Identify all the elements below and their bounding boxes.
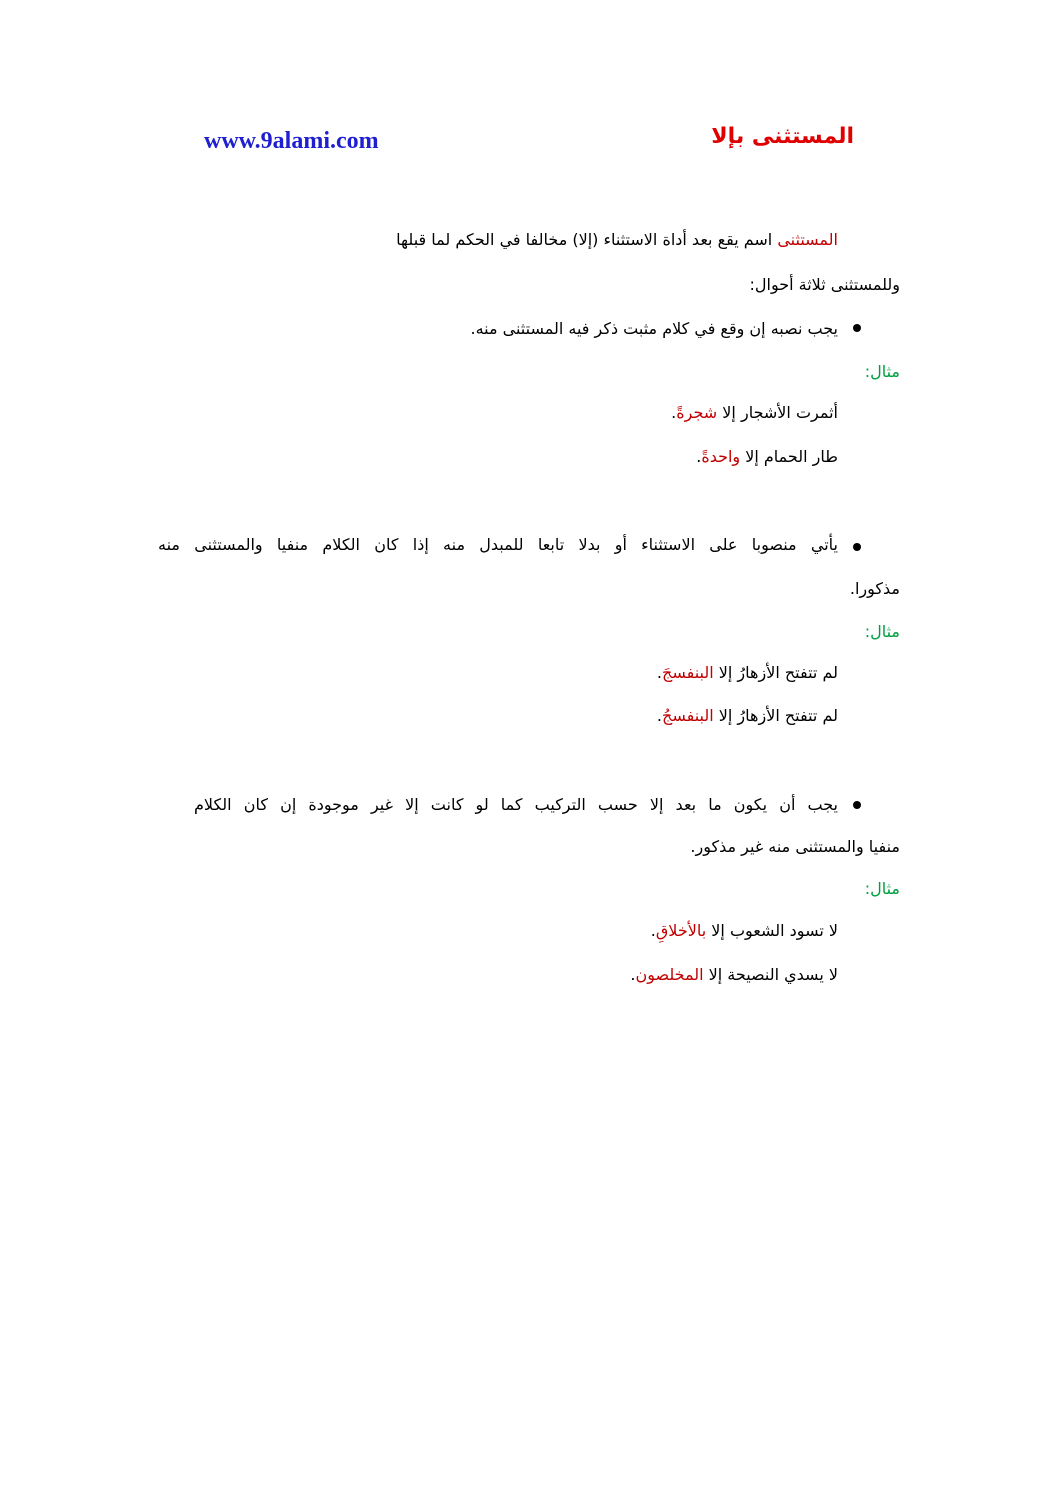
example-highlight: شجرةً xyxy=(676,403,718,422)
example-highlight: بالأخلاقِ xyxy=(655,921,707,940)
example-line: لا تسود الشعوب إلا بالأخلاقِ. xyxy=(650,921,838,940)
example-line: طار الحمام إلا واحدةً. xyxy=(696,447,838,466)
intro-line: وللمستثنى ثلاثة أحوال: xyxy=(749,275,900,294)
example-label: مثال: xyxy=(864,362,900,381)
example-line: لم تتفتح الأزهارُ إلا البنفسجُ. xyxy=(656,706,838,725)
example-line: أثمرت الأشجار إلا شجرةً. xyxy=(671,403,838,422)
bullet-icon xyxy=(853,324,861,332)
example-line: لا يسدي النصيحة إلا المخلصون. xyxy=(630,965,838,984)
rule-line: يجب أن يكون ما بعد إلا حسب التركيب كما لو كانت إلا غير موجودة إن كان الكلام xyxy=(194,795,838,814)
example-highlight: البنفسجَ xyxy=(662,663,714,682)
rule-line-continuation: منفيا والمستثنى منه غير مذكور. xyxy=(690,837,900,856)
example-line: لم تتفتح الأزهارُ إلا البنفسجَ. xyxy=(656,663,838,682)
bullet-icon xyxy=(853,801,861,809)
rule-line-continuation: مذكورا. xyxy=(849,579,900,598)
example-label: مثال: xyxy=(864,622,900,641)
definition-text: اسم يقع بعد أداة الاستثناء (إلا) مخالفا في الحكم لما قبلها xyxy=(396,230,778,249)
rule-line: يجب نصبه إن وقع في كلام مثبت ذكر فيه المستثنى منه. xyxy=(470,319,838,338)
website-link[interactable]: www.9alami.com xyxy=(204,128,379,154)
definition-term: المستثنى xyxy=(777,230,838,249)
example-label: مثال: xyxy=(864,879,900,898)
bullet-icon xyxy=(853,543,861,551)
example-highlight: المخلصون xyxy=(635,965,704,984)
rule-line: يأتي منصوبا على الاستثناء أو بدلا تابعا للمبدل منه إذا كان الكلام منفيا والمستثنى منه xyxy=(158,535,838,554)
definition-line xyxy=(396,229,838,251)
example-highlight: البنفسجُ xyxy=(662,706,714,725)
example-highlight: واحدةً xyxy=(701,447,741,466)
page-title: المستثنى بإلا xyxy=(711,124,854,149)
